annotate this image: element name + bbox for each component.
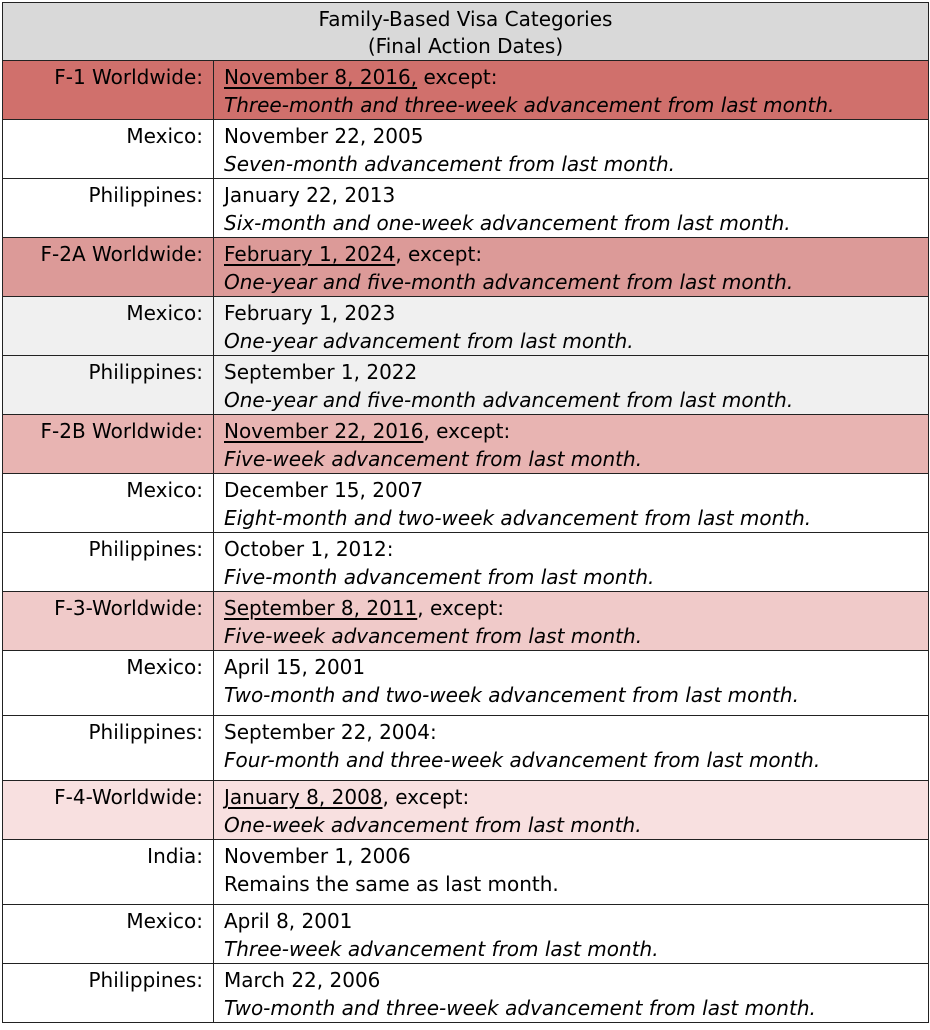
date-suffix: , except:	[423, 419, 511, 443]
category-label: Mexico:	[3, 651, 214, 716]
category-label: Philippines:	[3, 964, 214, 1023]
visa-categories-table	[2, 2, 929, 1023]
category-label: Mexico:	[3, 905, 214, 964]
advancement-note: Five-week advancement from last month.	[224, 624, 643, 648]
advancement-note: Three-month and three-week advancement from last month.	[224, 93, 835, 117]
final-action-date: November 1, 2006	[224, 844, 411, 868]
final-action-date: April 15, 2001	[224, 655, 366, 679]
table-row	[3, 415, 929, 474]
category-value	[214, 840, 929, 905]
category-label: Mexico:	[3, 297, 214, 356]
table-row	[3, 840, 929, 905]
final-action-date: November 22, 2016	[224, 419, 424, 443]
category-label: Mexico:	[3, 120, 214, 179]
table-title: Family-Based Visa Categories	[318, 7, 613, 31]
advancement-note: Six-month and one-week advancement from last month.	[224, 211, 791, 235]
date-suffix: , except:	[395, 242, 483, 266]
table-row	[3, 533, 929, 592]
category-label: F-1 Worldwide:	[3, 61, 214, 120]
table-row	[3, 905, 929, 964]
category-value	[214, 964, 929, 1023]
category-label: Philippines:	[3, 179, 214, 238]
advancement-note: Two-month and three-week advancement from last month.	[224, 996, 816, 1020]
category-value	[214, 905, 929, 964]
category-value	[214, 297, 929, 356]
advancement-note: Four-month and three-week advancement from last month.	[224, 748, 821, 772]
final-action-date: October 1, 2012:	[224, 537, 394, 561]
table-subtitle: (Final Action Dates)	[367, 34, 564, 58]
advancement-note: Eight-month and two-week advancement from last month.	[224, 506, 812, 530]
table-row	[3, 964, 929, 1023]
category-value	[214, 179, 929, 238]
table-header	[3, 3, 929, 61]
category-label: Philippines:	[3, 533, 214, 592]
table-row	[3, 651, 929, 716]
final-action-date: September 22, 2004:	[224, 720, 437, 744]
category-label: Philippines:	[3, 716, 214, 781]
category-label: Philippines:	[3, 356, 214, 415]
advancement-note: Remains the same as last month.	[224, 872, 559, 896]
category-value	[214, 781, 929, 840]
date-suffix: , except:	[417, 596, 504, 620]
table-header-row	[3, 3, 929, 61]
category-label: F-2A Worldwide:	[3, 238, 214, 297]
category-value	[214, 592, 929, 651]
category-value	[214, 356, 929, 415]
category-label: F-3-Worldwide:	[3, 592, 214, 651]
category-value	[214, 120, 929, 179]
table-row	[3, 716, 929, 781]
advancement-note: One-week advancement from last month.	[224, 813, 642, 837]
date-suffix: , except:	[382, 785, 470, 809]
advancement-note: Seven-month advancement from last month.	[224, 152, 676, 176]
table-row	[3, 238, 929, 297]
category-label: F-2B Worldwide:	[3, 415, 214, 474]
advancement-note: One-year and five-month advancement from last month.	[224, 270, 794, 294]
table-row	[3, 297, 929, 356]
final-action-date: September 8, 2011	[224, 596, 418, 620]
final-action-date: March 22, 2006	[224, 968, 381, 992]
final-action-date: April 8, 2001	[224, 909, 353, 933]
category-value	[214, 61, 929, 120]
final-action-date: February 1, 2023	[224, 301, 396, 325]
final-action-date: December 15, 2007	[224, 478, 424, 502]
advancement-note: Two-month and two-week advancement from last month.	[224, 683, 799, 707]
table-row	[3, 120, 929, 179]
advancement-note: Five-month advancement from last month.	[224, 565, 655, 589]
category-label: Mexico:	[3, 474, 214, 533]
advancement-note: One-year and five-month advancement from last month.	[224, 388, 794, 412]
final-action-date: November 22, 2005	[224, 124, 424, 148]
advancement-note: Three-week advancement from last month.	[224, 937, 659, 961]
category-value	[214, 716, 929, 781]
table-row	[3, 781, 929, 840]
final-action-date: January 8, 2008	[224, 785, 383, 809]
table-row	[3, 474, 929, 533]
table-row	[3, 592, 929, 651]
category-value	[214, 415, 929, 474]
advancement-note: One-year advancement from last month.	[224, 329, 634, 353]
final-action-date: September 1, 2022	[224, 360, 418, 384]
table-row	[3, 356, 929, 415]
table-row	[3, 179, 929, 238]
date-suffix: except:	[417, 65, 498, 89]
advancement-note: Five-week advancement from last month.	[224, 447, 643, 471]
category-value	[214, 238, 929, 297]
final-action-date: November 8, 2016,	[224, 65, 418, 89]
final-action-date: January 22, 2013	[224, 183, 396, 207]
category-label: India:	[3, 840, 214, 905]
category-label: F-4-Worldwide:	[3, 781, 214, 840]
category-value	[214, 533, 929, 592]
table-row	[3, 61, 929, 120]
category-value	[214, 651, 929, 716]
final-action-date: February 1, 2024	[224, 242, 396, 266]
category-value	[214, 474, 929, 533]
